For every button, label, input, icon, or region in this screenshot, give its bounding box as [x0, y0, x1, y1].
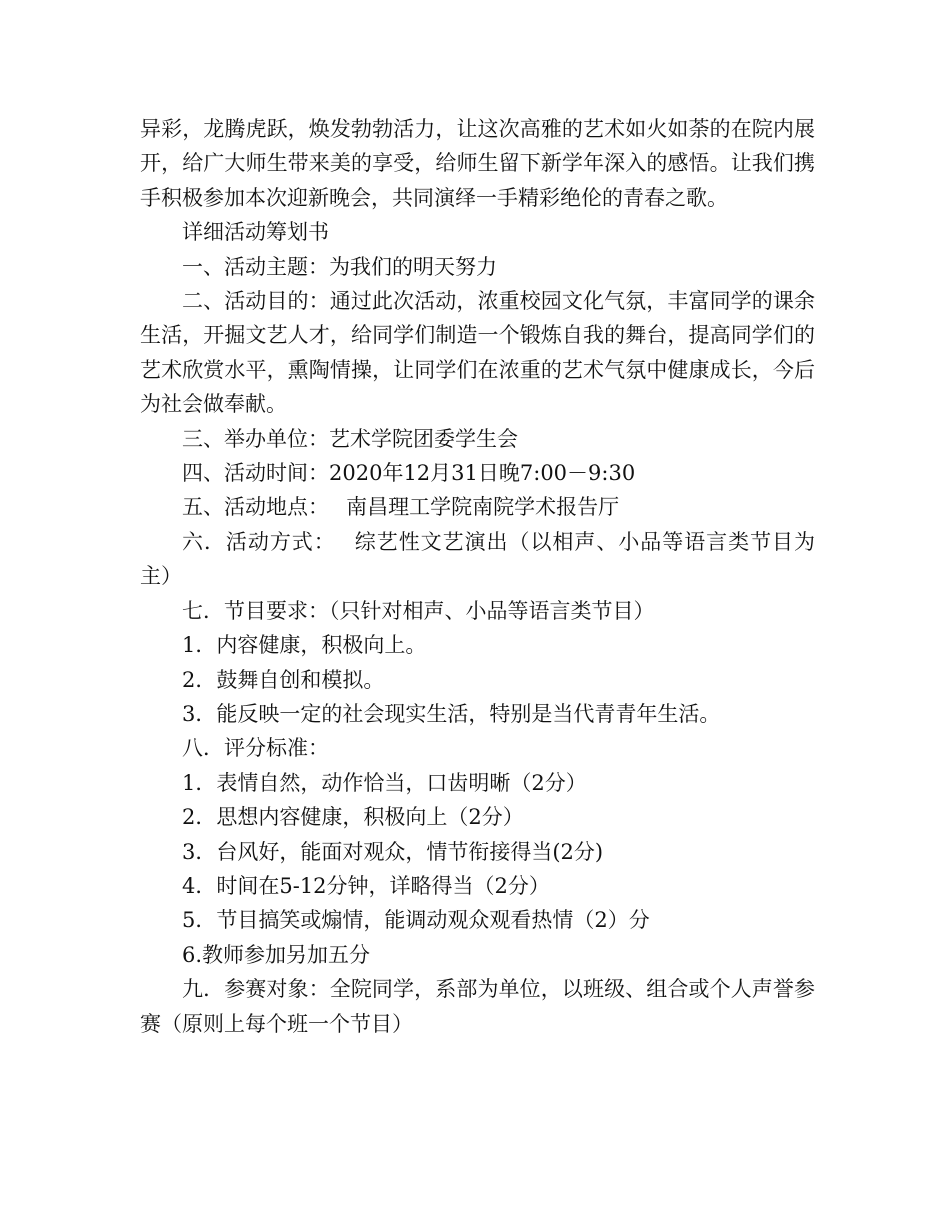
scoring-item: 3．台风好，能面对观众，情节衔接得当(2分) — [182, 839, 604, 864]
section-program-requirements: 七．节目要求：（只针对相声、小品等语言类节目） — [182, 598, 655, 623]
scoring-item: 5．节目搞笑或煽情，能调动观众观看热情（2）分 — [182, 908, 650, 933]
section-time: 四、活动时间：2020年12月31日晚7:00－9:30 — [182, 461, 636, 486]
section-purpose: 二、活动目的：通过此次活动，浓重校园文化气氛，丰富同学的课余生活，开掘文艺人才，给同学们制造一个锻炼自我的舞台，提高同学们的艺术欣赏水平，熏陶情操，让同学们在浓重的艺术气氛中健康成长，今后为社会做奉献。 — [140, 289, 815, 417]
section-scoring-criteria: 八．评分标准： — [182, 736, 329, 761]
scoring-item: 6.教师参加另加五分 — [182, 942, 371, 967]
paragraph-intro-continuation: 异彩，龙腾虎跃，焕发勃勃活力，让这次高雅的艺术如火如荼的在院内展开，给广大师生带来美的享受，给师生留下新学年深入的感悟。让我们携手积极参加本次迎新晚会，共同演绎一手精彩绝伦的青春之歌。 — [140, 117, 815, 210]
section-participants: 九．参赛对象：全院同学，系部为单位，以班级、组合或个人声誉参赛（原则上每个班一个节目） — [140, 977, 815, 1036]
section-theme: 一、活动主题：为我们的明天努力 — [182, 254, 497, 279]
heading-activity-plan: 详细活动筹划书 — [182, 220, 329, 245]
scoring-item: 4．时间在5-12分钟，详略得当（2分） — [182, 873, 550, 898]
scoring-item: 1．表情自然，动作恰当，口齿明晰（2分） — [182, 770, 587, 795]
scoring-item: 2．思想内容健康，积极向上（2分） — [182, 805, 524, 830]
section-format: 六．活动方式： 综艺性文艺演出（以相声、小品等语言类节目为主） — [140, 529, 815, 589]
section-location: 五、活动地点： 南昌理工学院南院学术报告厅 — [182, 495, 620, 520]
requirement-item: 2．鼓舞自创和模拟。 — [182, 667, 385, 692]
requirement-item: 1．内容健康，积极向上。 — [182, 633, 427, 658]
section-organizer: 三、举办单位：艺术学院团委学生会 — [182, 426, 518, 451]
document-body — [140, 112, 815, 1041]
requirement-item: 3．能反映一定的社会现实生活，特别是当代青青年生活。 — [182, 701, 721, 726]
